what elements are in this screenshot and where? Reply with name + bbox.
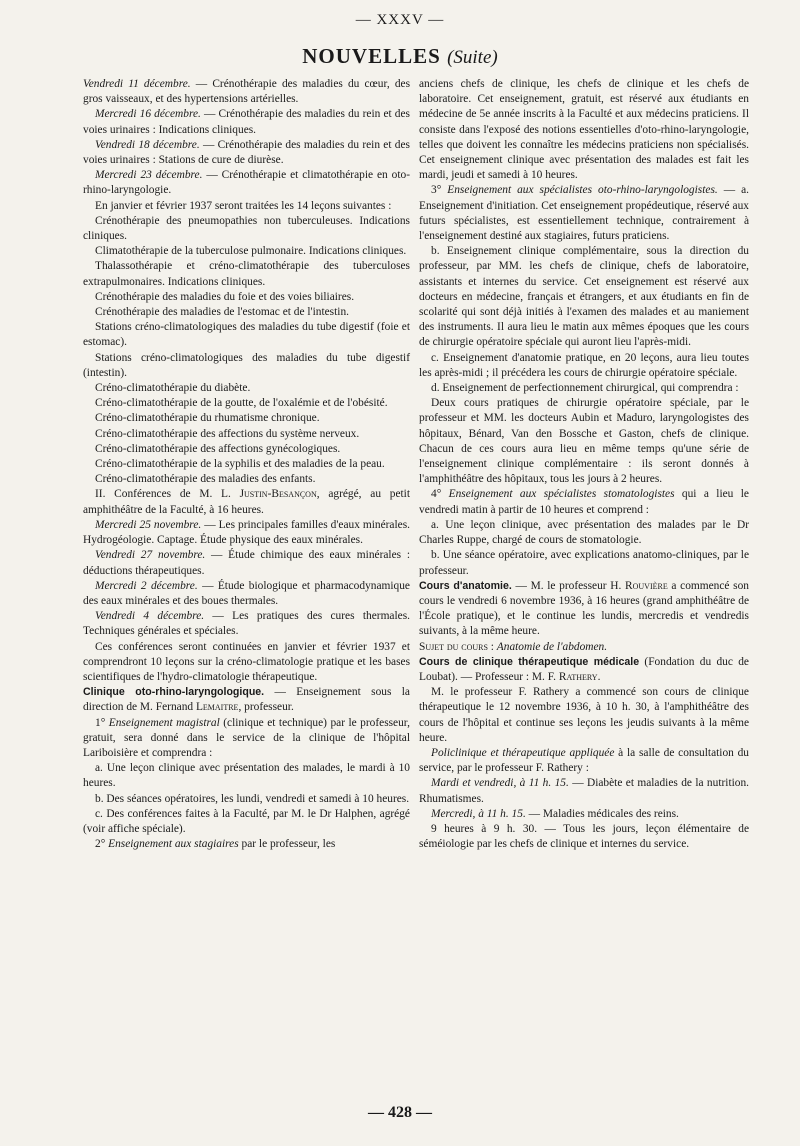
paragraph: Mercredi 25 novembre. — Les principales familles d'eaux minérales. Hydrogéologie. Captage. Étude physique des eaux minérales.: [83, 518, 410, 547]
paragraph: En janvier et février 1937 seront traitées les 14 leçons suivantes :: [95, 199, 392, 212]
paragraph: b. Des séances opératoires, les lundi, vendredi et samedi à 10 heures.: [95, 792, 410, 805]
paragraph: Vendredi 27 novembre. — Étude chimique des eaux minérales : déductions thérapeutiques.: [83, 549, 410, 577]
paragraph: Thalassothérapie et créno-climatothérapie des tuberculoses extrapulmonaires. Indications cliniques.: [83, 260, 410, 288]
running-head: — XXXV —: [355, 12, 445, 28]
page-number: — 428 —: [368, 1104, 432, 1121]
paragraph: a. Une leçon clinique, avec présentation des malades par le Dr Charles Ruppe, chargé de cours de stomatologie.: [419, 518, 749, 547]
page-title: [0, 44, 800, 69]
paragraph: 2° Enseignement aux stagiaires par le professeur, les: [95, 838, 336, 851]
paragraph: Stations créno-climatologiques des maladies du tube digestif (foie et estomac).: [83, 321, 410, 349]
paragraph: Sujet du cours : Anatomie de l'abdomen.: [419, 640, 608, 653]
paragraph: Créno-climatothérapie de la syphilis et des maladies de la peau.: [95, 458, 385, 471]
paragraph: Deux cours pratiques de chirurgie opératoire spéciale, par le professeur et MM. les docteurs Aubin et Maduro, laryngologistes des hôpitaux, Bénard, Van den Bossche et Gaston, chefs de clinique. Chacun de ces cours aura lieu en même temps qu'une série de l'enseignement clinique complémentaire : ils seront donnés à l'amphithéâtre des hôpitaux, tous les jours à 2 heures.: [419, 397, 749, 486]
title-text: NOUVELLES: [302, 44, 441, 68]
paragraph: c. Enseignement d'anatomie pratique, en 20 leçons, aura lieu toutes les après-midi ; il précédera les cours de chirurgie opératoire spéciale.: [419, 351, 749, 379]
paragraph: M. le professeur F. Rathery a commencé son cours de clinique thérapeutique le 12 novembre 1936, à 10 h. 30, à l'amphithéâtre des cours de l'hôpital et continue ses leçons les jeudis suivants à la même heure.: [419, 686, 749, 744]
paragraph: Créno-climatothérapie de la goutte, de l'oxalémie et de l'obésité.: [95, 397, 388, 410]
section-heading: Clinique oto-rhino-laryngologique.: [83, 686, 265, 699]
paragraph: Mercredi, à 11 h. 15. — Maladies médicales des reins.: [431, 807, 679, 820]
paragraph: d. Enseignement de perfectionnement chirurgical, qui comprendra :: [431, 382, 739, 395]
section-paragraph: Clinique oto-rhino-laryngologique. — Enseignement sous la direction de M. Fernand Lemaitre, professeur.: [83, 686, 410, 714]
section-paragraph: Cours de clinique thérapeutique médicale (Fondation du duc de Loubat). — Professeur : M. F. Rathery.: [419, 655, 749, 683]
paragraph: 9 heures à 9 h. 30. — Tous les jours, leçon élémentaire de séméiologie par les chefs de clinique et internes du service.: [419, 822, 749, 851]
paragraph: Mardi et vendredi, à 11 h. 15. — Diabète et maladies de la nutrition. Rhumatismes.: [419, 777, 750, 805]
paragraph: Créno-climatothérapie du diabète.: [95, 382, 251, 395]
paragraph: Créno-climatothérapie des maladies des enfants.: [95, 473, 316, 486]
paragraph: 3° Enseignement aux spécialistes oto-rhino-laryngologistes. — a. Enseignement d'initiation. Cet enseignement propédeutique, réservé aux futurs spécialistes, est essentiellement technique, contrairement à l'enseignement destiné aux stagiaires, futurs praticiens.: [419, 184, 749, 243]
paragraph: Crénothérapie des maladies du foie et des voies biliaires.: [95, 290, 355, 303]
paragraph: Policlinique et thérapeutique appliquée à la salle de consultation du service, par le professeur F. Rathery :: [419, 746, 750, 775]
paragraph: Ces conférences seront continuées en janvier et février 1937 et comprendront 10 leçons sur la créno-climatologie pratique et les bases scientifiques de l'hydro-climatologie thérapeutique.: [83, 640, 410, 683]
paragraph: Vendredi 18 décembre. — Crénothérapie des maladies du rein et des voies urinaires : Stations de cure de diurèse.: [83, 138, 410, 167]
paragraph: b. Une séance opératoire, avec explications anatomo-cliniques, par le professeur.: [419, 549, 749, 577]
paragraph: Créno-climatothérapie des affections du système nerveux.: [95, 427, 360, 440]
paragraph: 1° Enseignement magistral (clinique et technique) par le professeur, gratuit, sera donné dans le service de la clinique de l'hôpital Lariboisière et comprendra :: [83, 716, 410, 759]
title-suffix: (Suite): [447, 47, 498, 68]
paragraph: b. Enseignement clinique complémentaire, sous la direction du professeur, par MM. les chefs de clinique, chefs de laboratoire, assistants et internes du service. Cet enseignement est réservé aux docteurs en médecine, français et étrangers, et aux étudiants en fin de scolarité qui sont déjà initiés à l'examen des malades et au maniement des instruments. Il aura lieu le matin aux mêmes époques que les cours de chirurgie opératoire spéciale qui auront lieu l'après-midi.: [419, 245, 749, 349]
paragraph: a. Une leçon clinique avec présentation des malades, le mardi à 10 heures.: [83, 762, 410, 790]
paragraph: Climatothérapie de la tuberculose pulmonaire. Indications cliniques.: [95, 245, 407, 258]
paragraph: c. Des conférences faites à la Faculté, par M. le Dr Halphen, agrégé (voir affiche spéciale).: [83, 807, 410, 835]
paragraph: Crénothérapie des maladies de l'estomac et de l'intestin.: [95, 306, 349, 319]
left-column: [83, 77, 410, 852]
right-column: [419, 77, 749, 852]
paragraph: 4° Enseignement aux spécialistes stomatologistes qui a lieu le vendredi matin à partir de 10 heures et comprend :: [419, 488, 749, 516]
paragraph: Stations créno-climatologiques des maladies du tube digestif (intestin).: [83, 351, 410, 379]
paragraph: Vendredi 4 décembre. — Les pratiques des cures thermales. Techniques générales et spéciales.: [83, 610, 410, 638]
section-heading: Cours de clinique thérapeutique médicale: [419, 655, 640, 668]
paragraph: Mercredi 23 décembre. — Crénothérapie et climatothérapie en oto-rhino-laryngologie.: [83, 169, 410, 197]
paragraph: Crénothérapie des pneumopathies non tuberculeuses. Indications cliniques.: [83, 214, 410, 243]
paragraph: Vendredi 11 décembre. — Crénothérapie des maladies du cœur, des gros vaisseaux, et des hypertensions artérielles.: [83, 78, 410, 106]
paragraph: Créno-climatothérapie des affections gynécologiques.: [95, 442, 341, 455]
section-paragraph: Cours d'anatomie. — M. le professeur H. Rouvière a commencé son cours le vendredi 6 novembre 1936, à 16 heures (grand amphithéâtre de l'École pratique), et le continue les lundis, mercredis et vendredis suivants, à la même heure.: [419, 579, 749, 638]
section-heading: Cours d'anatomie.: [419, 579, 512, 592]
paragraph: anciens chefs de clinique, les chefs de clinique et les chefs de laboratoire. Cet enseignement, gratuit, est réservé aux étudiants en médecine de 5e année inscrits à la Faculté et aux médecins praticiens. Il consiste dans l'exposé des notions essentielles d'oto-rhino-laryngologie, telles que doivent les connaître les médecins praticiens non spécialisés. Cet enseignement clinique avec présentation des malades est fait les mardi, jeudi et samedi à 10 heures.: [419, 78, 749, 182]
paragraph: Mercredi 2 décembre. — Étude biologique et pharmacodynamique des eaux minérales et des boues thermales.: [83, 579, 410, 607]
paragraph: Mercredi 16 décembre. — Crénothérapie des maladies du rein et des voies urinaires : Indications cliniques.: [83, 108, 410, 136]
paragraph: II. Conférences de M. L. Justin-Besançon, agrégé, au petit amphithéâtre de la Faculté, à 16 heures.: [83, 488, 410, 516]
paragraph: Créno-climatothérapie du rhumatisme chronique.: [95, 412, 320, 425]
